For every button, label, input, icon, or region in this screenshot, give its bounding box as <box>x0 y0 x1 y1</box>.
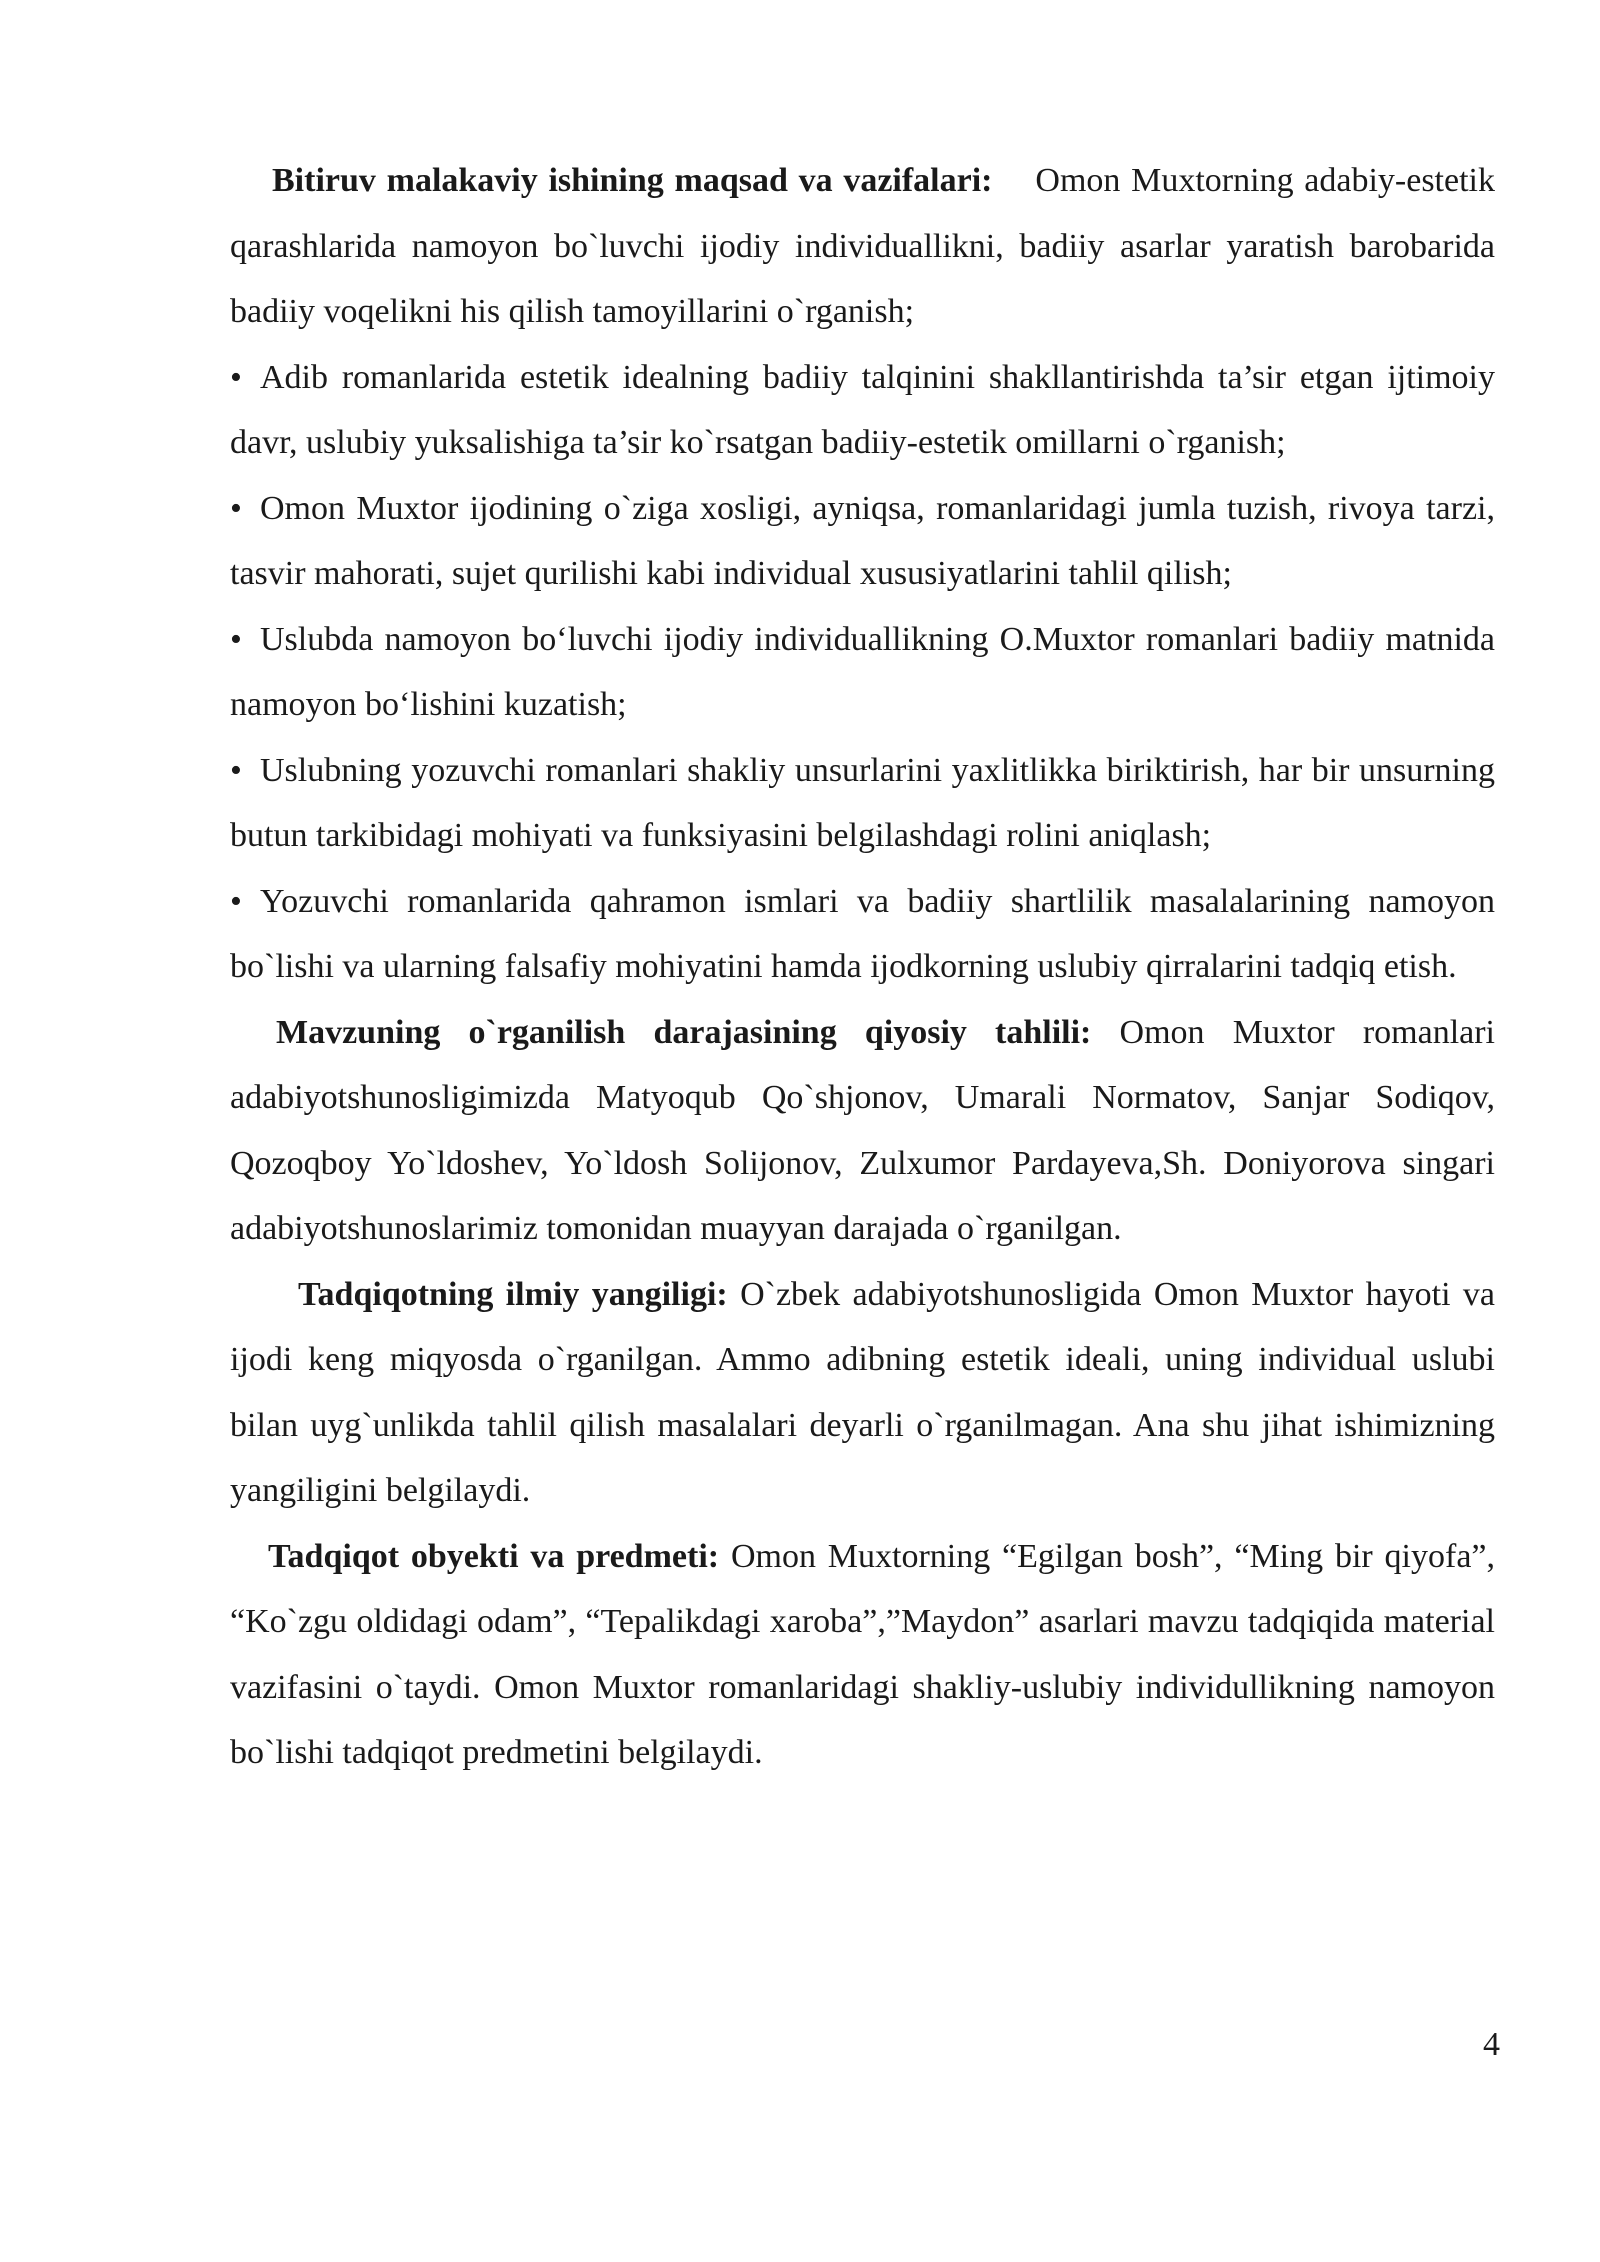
object-subject-paragraph <box>230 1524 1495 1786</box>
bullet-text: Uslubda namoyon bo‘luvchi ijodiy individuallikning O.Muxtor romanlari badiiy matnida namoyon bo‘lishini kuzatish; <box>230 620 1495 723</box>
novelty-heading: Tadqiqotning ilmiy yangiligi: <box>298 1275 728 1313</box>
bullet-icon: • <box>230 751 242 789</box>
goals-heading: Bitiruv malakaviy ishining maqsad va vazifalari: <box>272 162 993 199</box>
page-number: 4 <box>1483 2026 1500 2063</box>
study-level-paragraph <box>230 1000 1495 1262</box>
bullet-icon: • <box>230 620 242 658</box>
bullet-item-2 <box>230 476 1495 607</box>
goals-text: Omon Muxtorning adabiy-estetik qarashlarida namoyon bo`luvchi ijodiy individuallikni, badiiy asarlar yaratish barobarida badiiy voqelikni his qilish tamoyillarini o`rganish; <box>230 162 1495 330</box>
bullet-text: Uslubning yozuvchi romanlari shakliy unsurlarini yaxlitlikka biriktirish, har bir unsurning butun tarkibidagi mohiyati va funksiyasini belgilashdagi rolini aniqlash; <box>230 751 1495 854</box>
object-subject-heading: Tadqiqot obyekti va predmeti: <box>268 1537 720 1575</box>
bullet-text: Omon Muxtor ijodining o`ziga xosligi, ayniqsa, romanlaridagi jumla tuzish, rivoya tarzi, tasvir mahorati, sujet qurilishi kabi individual xususiyatlarini tahlil qilish; <box>230 489 1495 592</box>
study-level-heading: Mavzuning o`rganilish darajasining qiyosiy tahlili: <box>276 1013 1092 1051</box>
bullet-item-5 <box>230 869 1495 1000</box>
bullet-item-4 <box>230 738 1495 869</box>
bullet-icon: • <box>230 489 242 527</box>
study-level-text: Omon Muxtor romanlari adabiyotshunosligimizda Matyoqub Qo`shjonov, Umarali Normatov, Sanjar Sodiqov, Qozoqboy Yo`ldoshev, Yo`ldosh Solijonov, Zulxumor Pardayeva,Sh. Doniyorova singari adabiyotshunoslarimiz tomonidan muayyan darajada o`rganilgan. <box>230 1013 1496 1247</box>
novelty-text: O`zbek adabiyotshunosligida Omon Muxtor hayoti va ijodi keng miqyosda o`rganilgan. Ammo adibning estetik ideali, uning individual uslubi bilan uyg`unlikda tahlil qilish masalalari deyarli o`rganilmagan. Ana shu jihat ishimizning yangiligini belgilaydi. <box>230 1275 1495 1509</box>
bullet-text: Adib romanlarida estetik idealning badiiy talqinini shakllantirishda ta’sir etgan ijtimoiy davr, uslubiy yuksalishiga ta’sir ko`rsatgan badiiy-estetik omillarni o`rganish; <box>230 358 1495 461</box>
bullet-icon: • <box>230 882 242 920</box>
bullet-item-1 <box>230 345 1495 476</box>
bullet-icon: • <box>230 358 242 396</box>
goals-paragraph <box>230 148 1495 345</box>
object-subject-text: Omon Muxtorning “Egilgan bosh”, “Ming bir qiyofa”, “Ko`zgu oldidagi odam”, “Tepalikdagi xaroba”,”Maydon” asarlari mavzu tadqiqida material vazifasini o`taydi. Omon Muxtor romanlaridagi shakliy-uslubiy individullikning namoyon bo`lishi tadqiqot predmetini belgilaydi. <box>230 1537 1495 1771</box>
document-body <box>230 148 1495 1786</box>
bullet-item-3 <box>230 607 1495 738</box>
bullet-text: Yozuvchi romanlarida qahramon ismlari va badiiy shartlilik masalalarining namoyon bo`lishi va ularning falsafiy mohiyatini hamda ijodkorning uslubiy qirralarini tadqiq etish. <box>230 882 1495 985</box>
novelty-paragraph <box>230 1262 1495 1524</box>
